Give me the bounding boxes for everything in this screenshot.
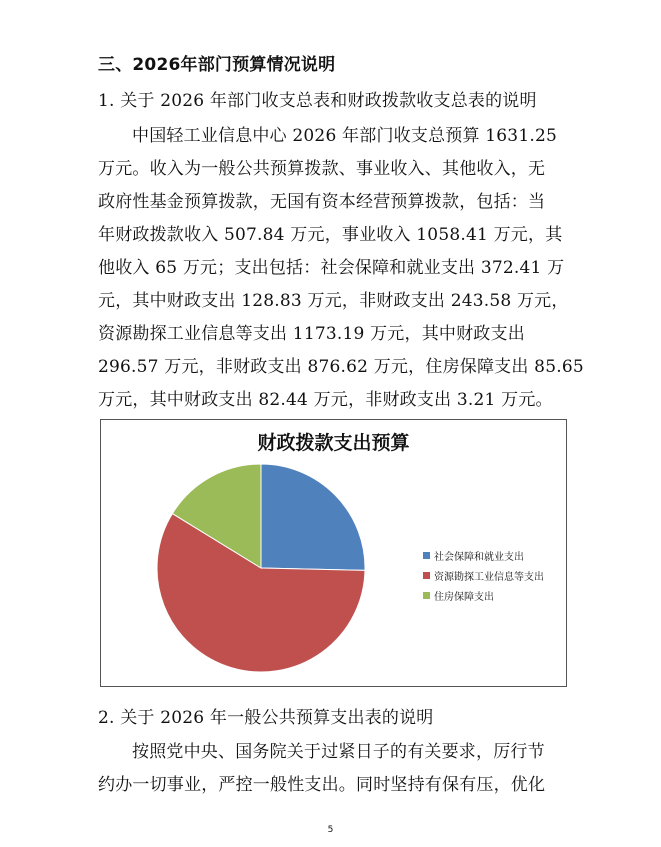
paragraph-line: 他收入 65 万元；支出包括：社会保障和就业支出 372.41 万 [98, 258, 565, 278]
paragraph-line: 元，其中财政支出 128.83 万元，非财政支出 243.58 万元， [98, 291, 569, 311]
legend-item [423, 545, 544, 565]
legend-label: 社会保障和就业支出 [434, 551, 524, 563]
section-heading: 三、2026年部门预算情况说明 [98, 55, 336, 75]
legend-swatch [423, 572, 430, 579]
chart-title: 财政拨款支出预算 [257, 432, 410, 454]
paragraph-line: 政府性基金预算拨款，无国有资本经营预算拨款，包括：当 [98, 192, 546, 212]
chart-legend [423, 545, 544, 605]
pie-chart [100, 419, 567, 687]
pie-slice-0 [261, 464, 365, 570]
paragraph-line: 万元，其中财政支出 82.44 万元，非财政支出 3.21 万元。 [98, 390, 553, 410]
paragraph-line: 年财政拨款收入 507.84 万元，事业收入 1058.41 万元，其 [98, 225, 563, 245]
subsection-heading-1: 1. 关于 2026 年部门收支总表和财政拨款收支总表的说明 [98, 91, 537, 111]
legend-swatch [423, 552, 430, 559]
legend-item [423, 585, 544, 605]
paragraph-line: 296.57 万元，非财政支出 876.62 万元，住房保障支出 85.65 [98, 357, 584, 377]
paragraph-line: 约办一切事业，严控一般性支出。同时坚持有保有压，优化 [98, 775, 546, 795]
paragraph-line: 万元。收入为一般公共预算拨款、事业收入、其他收入，无 [98, 159, 546, 179]
legend-swatch [423, 592, 430, 599]
subsection-heading-2: 2. 关于 2026 年一般公共预算支出表的说明 [98, 708, 434, 728]
legend-item [423, 565, 544, 585]
paragraph-line: 资源勘探工业信息等支出 1173.19 万元，其中财政支出 [98, 324, 525, 344]
paragraph-line: 按照党中央、国务院关于过紧日子的有关要求，厉行节 [132, 742, 545, 762]
legend-label: 住房保障支出 [434, 591, 494, 603]
pie-svg [141, 450, 381, 690]
page-number: 5 [327, 825, 334, 835]
paragraph-line: 中国轻工业信息中心 2026 年部门收支总预算 1631.25 [132, 126, 557, 146]
legend-label: 资源勘探工业信息等支出 [434, 571, 544, 583]
